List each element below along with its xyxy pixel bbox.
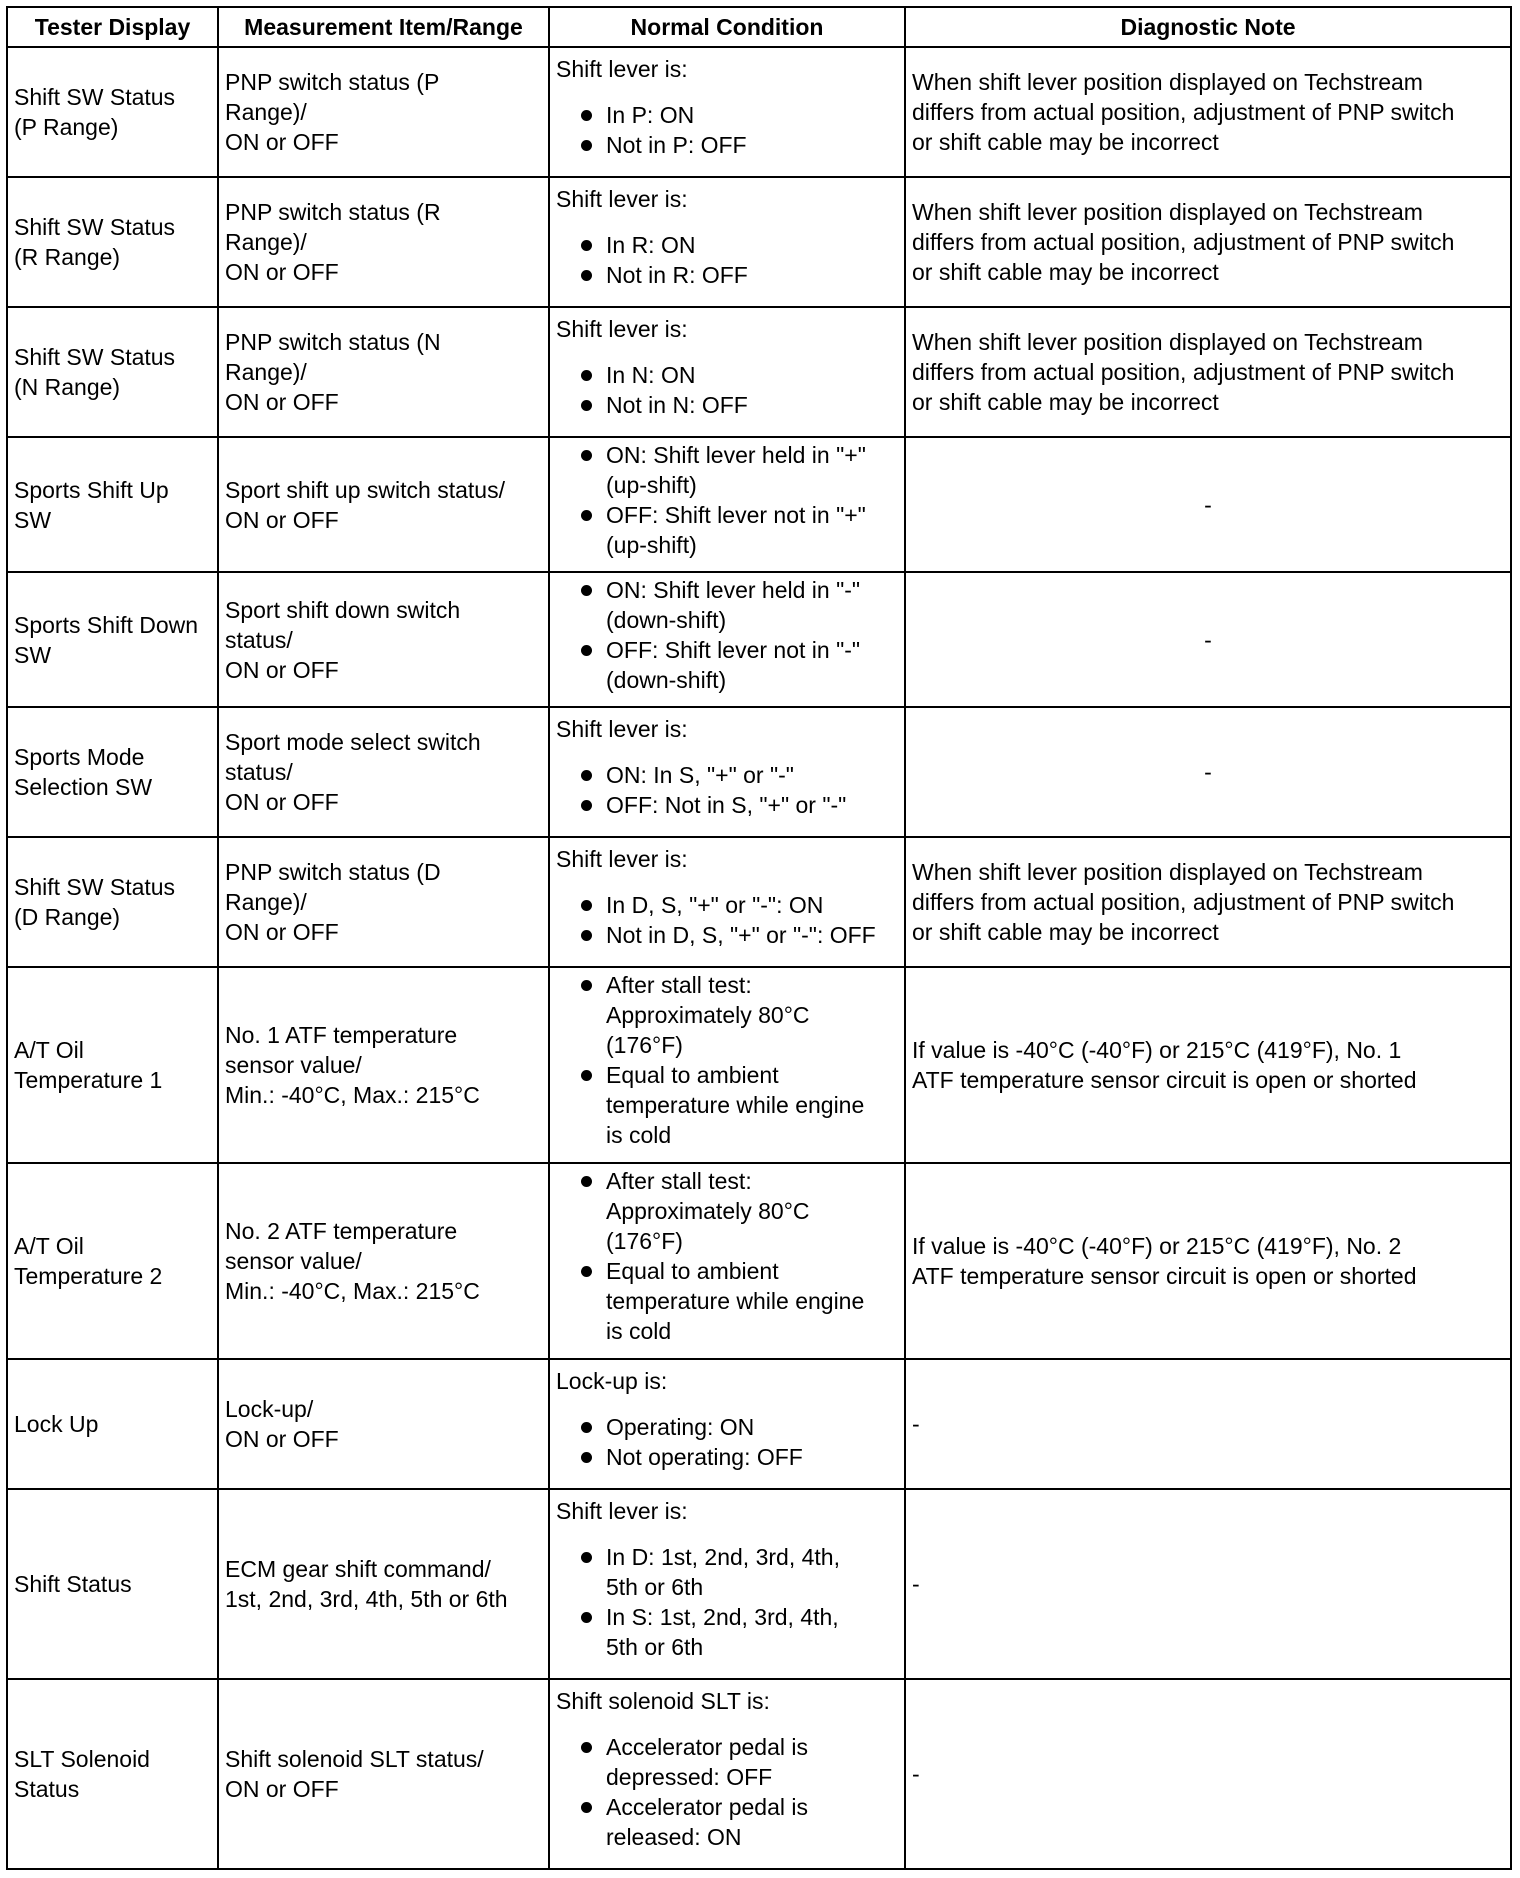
diagnostic-note-cell-line: - bbox=[912, 1571, 920, 1597]
condition-bullet-line: (down-shift) bbox=[606, 667, 727, 693]
measurement-cell bbox=[218, 967, 549, 1163]
normal-condition-cell bbox=[549, 437, 905, 572]
diagnostic-note-cell-line: differs from actual position, adjustment of PNP switch bbox=[912, 99, 1455, 125]
tester-display-cell-line: Selection SW bbox=[14, 774, 153, 800]
measurement-cell-line: Lock-up/ bbox=[225, 1396, 314, 1422]
data-list-table bbox=[6, 6, 1512, 1870]
diagnostic-note-cell bbox=[905, 437, 1511, 572]
measurement-cell bbox=[218, 1679, 549, 1869]
diagnostic-note-cell bbox=[905, 1489, 1511, 1679]
condition-bullet-line: temperature while engine bbox=[606, 1288, 865, 1314]
condition-bullet-item bbox=[556, 1256, 898, 1346]
measurement-cell-line: Sport shift down switch bbox=[225, 596, 461, 623]
tester-display-cell-line: (R Range) bbox=[14, 244, 121, 270]
condition-bullet-list bbox=[556, 440, 898, 560]
condition-bullet-list bbox=[556, 1732, 898, 1852]
diagnostic-note-cell bbox=[905, 177, 1511, 307]
table-row bbox=[7, 967, 1511, 1163]
tester-display-cell bbox=[7, 47, 218, 177]
diagnostic-note-cell-line: or shift cable may be incorrect bbox=[912, 129, 1219, 155]
data-list-sheet bbox=[6, 6, 1510, 1870]
diagnostic-note-cell bbox=[905, 1359, 1511, 1489]
normal-condition-cell bbox=[549, 572, 905, 707]
tester-display-cell-line: (N Range) bbox=[14, 374, 121, 400]
measurement-cell-line: ON or OFF bbox=[225, 919, 339, 945]
measurement-cell bbox=[218, 1359, 549, 1489]
table-body bbox=[7, 47, 1511, 1869]
tester-display-cell-line: Status bbox=[14, 1776, 80, 1802]
measurement-cell-line: Range)/ bbox=[225, 99, 307, 125]
condition-bullet-line: Not operating: OFF bbox=[606, 1444, 803, 1470]
diagnostic-note-cell bbox=[905, 707, 1511, 837]
condition-lead: Shift lever is: bbox=[556, 1498, 688, 1524]
condition-bullet-line: Equal to ambient bbox=[606, 1258, 779, 1284]
tester-display-cell bbox=[7, 837, 218, 967]
measurement-cell-line: No. 1 ATF temperature bbox=[225, 1022, 458, 1048]
condition-bullet-line: Approximately 80°C bbox=[606, 1002, 810, 1028]
condition-bullet-line: In P: ON bbox=[606, 102, 695, 128]
condition-lead: Shift solenoid SLT is: bbox=[556, 1688, 770, 1714]
condition-bullet-line: Operating: ON bbox=[606, 1414, 755, 1440]
condition-lead: Shift lever is: bbox=[556, 186, 688, 212]
measurement-cell-line: Sport shift up switch status/ bbox=[225, 476, 505, 503]
diagnostic-note-cell-line: or shift cable may be incorrect bbox=[912, 389, 1219, 415]
measurement-cell bbox=[218, 707, 549, 837]
diagnostic-note-cell-line: or shift cable may be incorrect bbox=[912, 919, 1219, 945]
condition-bullet-item bbox=[556, 390, 898, 420]
tester-display-cell-line: (D Range) bbox=[14, 904, 121, 930]
tester-display-cell-line: (P Range) bbox=[14, 114, 119, 140]
tester-display-cell bbox=[7, 307, 218, 437]
normal-condition-cell bbox=[549, 1359, 905, 1489]
table-row bbox=[7, 177, 1511, 307]
condition-bullet-line: is cold bbox=[606, 1122, 672, 1148]
diagnostic-note-cell-line: When shift lever position displayed on Techstream bbox=[912, 69, 1423, 95]
condition-bullet-list bbox=[556, 100, 898, 160]
diagnostic-note-cell bbox=[905, 967, 1511, 1163]
condition-bullet-line: OFF: Shift lever not in "+" bbox=[606, 502, 866, 528]
normal-condition-cell bbox=[549, 1679, 905, 1869]
measurement-cell bbox=[218, 1489, 549, 1679]
condition-bullet-item bbox=[556, 100, 898, 130]
condition-bullet-item bbox=[556, 1732, 898, 1792]
tester-display-cell-line: Temperature 1 bbox=[14, 1067, 163, 1093]
tester-display-cell bbox=[7, 707, 218, 837]
measurement-cell-line: 1st, 2nd, 3rd, 4th, 5th or 6th bbox=[225, 1586, 508, 1612]
condition-bullet-line: temperature while engine bbox=[606, 1092, 865, 1118]
measurement-cell-line: ON or OFF bbox=[225, 1776, 339, 1802]
diagnostic-note-cell-line: If value is -40°C (-40°F) or 215°C (419°F), No. 2 bbox=[912, 1233, 1402, 1259]
measurement-cell bbox=[218, 437, 549, 572]
normal-condition-cell bbox=[549, 177, 905, 307]
tester-display-cell bbox=[7, 967, 218, 1163]
measurement-cell-line: Min.: -40°C, Max.: 215°C bbox=[225, 1278, 480, 1304]
condition-bullet-item bbox=[556, 635, 898, 695]
diagnostic-note-cell-line: - bbox=[1204, 491, 1212, 518]
normal-condition-cell bbox=[549, 47, 905, 177]
condition-bullet-line: Approximately 80°C bbox=[606, 1198, 810, 1224]
table-row bbox=[7, 307, 1511, 437]
condition-bullet-line: (176°F) bbox=[606, 1032, 683, 1058]
condition-bullet-line: OFF: Not in S, "+" or "-" bbox=[606, 792, 847, 818]
diagnostic-note-cell bbox=[905, 47, 1511, 177]
diagnostic-note-cell-line: When shift lever position displayed on Techstream bbox=[912, 859, 1423, 885]
diagnostic-note-cell-line: ATF temperature sensor circuit is open or shorted bbox=[912, 1067, 1417, 1093]
condition-bullet-list bbox=[556, 890, 898, 950]
measurement-cell-line: ON or OFF bbox=[225, 259, 339, 285]
measurement-cell-line: ECM gear shift command/ bbox=[225, 1556, 491, 1582]
table-row bbox=[7, 1359, 1511, 1489]
condition-bullet-line: Equal to ambient bbox=[606, 1062, 779, 1088]
tester-display-cell-line: Sports Mode bbox=[14, 744, 145, 770]
diagnostic-note-cell-line: differs from actual position, adjustment of PNP switch bbox=[912, 889, 1455, 915]
measurement-cell-line: status/ bbox=[225, 626, 293, 653]
measurement-cell-line: status/ bbox=[225, 759, 293, 785]
measurement-cell-line: ON or OFF bbox=[225, 656, 339, 683]
diagnostic-note-cell-line: differs from actual position, adjustment of PNP switch bbox=[912, 359, 1455, 385]
tester-display-cell-line: Shift SW Status bbox=[14, 84, 176, 110]
condition-bullet-list bbox=[556, 230, 898, 290]
measurement-cell-line: PNP switch status (N bbox=[225, 329, 441, 355]
condition-bullet-line: (176°F) bbox=[606, 1228, 683, 1254]
condition-bullet-item bbox=[556, 1602, 898, 1662]
diagnostic-note-cell-line: - bbox=[1204, 759, 1212, 785]
condition-bullet-item bbox=[556, 1442, 898, 1472]
condition-bullet-line: (up-shift) bbox=[606, 472, 697, 498]
normal-condition-cell bbox=[549, 1489, 905, 1679]
condition-lead: Shift lever is: bbox=[556, 56, 688, 82]
condition-bullet-list bbox=[556, 970, 898, 1150]
condition-bullet-list bbox=[556, 1542, 898, 1662]
table-row bbox=[7, 707, 1511, 837]
measurement-cell-line: ON or OFF bbox=[225, 129, 339, 155]
diagnostic-note-cell-line: - bbox=[912, 1411, 920, 1437]
condition-bullet-line: In S: 1st, 2nd, 3rd, 4th, bbox=[606, 1604, 839, 1630]
header-measurement-item: Measurement Item/Range bbox=[218, 7, 549, 47]
measurement-cell bbox=[218, 1163, 549, 1359]
table-row bbox=[7, 437, 1511, 572]
tester-display-cell-line: A/T Oil bbox=[14, 1233, 84, 1259]
condition-bullet-line: Not in R: OFF bbox=[606, 262, 748, 288]
condition-bullet-line: In D: 1st, 2nd, 3rd, 4th, bbox=[606, 1544, 840, 1570]
diagnostic-note-cell-line: If value is -40°C (-40°F) or 215°C (419°F), No. 1 bbox=[912, 1037, 1402, 1063]
condition-bullet-line: Not in N: OFF bbox=[606, 392, 748, 418]
condition-bullet-item bbox=[556, 230, 898, 260]
condition-bullet-line: In R: ON bbox=[606, 232, 696, 258]
condition-bullet-item bbox=[556, 575, 898, 635]
measurement-cell-line: No. 2 ATF temperature bbox=[225, 1218, 458, 1244]
normal-condition-cell bbox=[549, 307, 905, 437]
measurement-cell-line: Min.: -40°C, Max.: 215°C bbox=[225, 1082, 480, 1108]
condition-bullet-item bbox=[556, 1412, 898, 1442]
measurement-cell bbox=[218, 837, 549, 967]
measurement-cell-line: Range)/ bbox=[225, 229, 307, 255]
condition-bullet-item bbox=[556, 920, 898, 950]
condition-bullet-line: After stall test: bbox=[606, 972, 752, 998]
condition-bullet-item bbox=[556, 890, 898, 920]
condition-bullet-line: is cold bbox=[606, 1318, 672, 1344]
condition-bullet-line: After stall test: bbox=[606, 1168, 752, 1194]
table-row bbox=[7, 837, 1511, 967]
condition-bullet-item bbox=[556, 440, 898, 500]
tester-display-cell-line: Lock Up bbox=[14, 1411, 99, 1437]
condition-bullet-item bbox=[556, 260, 898, 290]
condition-bullet-list bbox=[556, 360, 898, 420]
table-row bbox=[7, 47, 1511, 177]
condition-bullet-line: In D, S, "+" or "-": ON bbox=[606, 892, 824, 918]
measurement-cell-line: Sport mode select switch bbox=[225, 729, 481, 755]
diagnostic-note-cell bbox=[905, 572, 1511, 707]
table-row bbox=[7, 1163, 1511, 1359]
tester-display-cell-line: Sports Shift Down bbox=[14, 611, 199, 638]
tester-display-cell bbox=[7, 177, 218, 307]
header-tester-display: Tester Display bbox=[7, 7, 218, 47]
tester-display-cell-line: SW bbox=[14, 641, 52, 668]
tester-display-cell-line: SW bbox=[14, 506, 52, 533]
tester-display-cell bbox=[7, 1489, 218, 1679]
condition-lead: Shift lever is: bbox=[556, 316, 688, 342]
diagnostic-note-cell bbox=[905, 837, 1511, 967]
tester-display-cell bbox=[7, 437, 218, 572]
measurement-cell bbox=[218, 307, 549, 437]
condition-bullet-item bbox=[556, 1166, 898, 1256]
condition-bullet-line: Accelerator pedal is bbox=[606, 1794, 808, 1820]
tester-display-cell-line: SLT Solenoid bbox=[14, 1746, 150, 1772]
header-row bbox=[7, 7, 1511, 47]
diagnostic-note-cell bbox=[905, 307, 1511, 437]
measurement-cell-line: ON or OFF bbox=[225, 1426, 339, 1452]
diagnostic-note-cell-line: or shift cable may be incorrect bbox=[912, 259, 1219, 285]
tester-display-cell bbox=[7, 1163, 218, 1359]
normal-condition-cell bbox=[549, 837, 905, 967]
condition-bullet-list bbox=[556, 1166, 898, 1346]
measurement-cell-line: sensor value/ bbox=[225, 1052, 362, 1078]
diagnostic-note-cell bbox=[905, 1679, 1511, 1869]
diagnostic-note-cell-line: - bbox=[912, 1761, 920, 1787]
tester-display-cell-line: Shift SW Status bbox=[14, 874, 176, 900]
normal-condition-cell bbox=[549, 1163, 905, 1359]
diagnostic-note-cell-line: ATF temperature sensor circuit is open or shorted bbox=[912, 1263, 1417, 1289]
table-row bbox=[7, 572, 1511, 707]
condition-bullet-line: ON: Shift lever held in "-" bbox=[606, 577, 861, 603]
measurement-cell-line: Shift solenoid SLT status/ bbox=[225, 1746, 484, 1772]
condition-bullet-line: (up-shift) bbox=[606, 532, 697, 558]
condition-lead: Shift lever is: bbox=[556, 716, 688, 742]
condition-bullet-line: Not in P: OFF bbox=[606, 132, 747, 158]
condition-bullet-item bbox=[556, 130, 898, 160]
normal-condition-cell bbox=[549, 967, 905, 1163]
header-diagnostic-note: Diagnostic Note bbox=[905, 7, 1511, 47]
header-normal-condition: Normal Condition bbox=[549, 7, 905, 47]
measurement-cell bbox=[218, 572, 549, 707]
condition-bullet-line: released: ON bbox=[606, 1824, 742, 1850]
tester-display-cell-line: Shift SW Status bbox=[14, 344, 176, 370]
condition-bullet-item bbox=[556, 1060, 898, 1150]
tester-display-cell-line: Temperature 2 bbox=[14, 1263, 163, 1289]
measurement-cell-line: ON or OFF bbox=[225, 506, 339, 533]
condition-bullet-line: 5th or 6th bbox=[606, 1634, 704, 1660]
condition-bullet-line: ON: In S, "+" or "-" bbox=[606, 762, 794, 788]
condition-bullet-line: Accelerator pedal is bbox=[606, 1734, 808, 1760]
condition-bullet-line: In N: ON bbox=[606, 362, 696, 388]
condition-bullet-line: 5th or 6th bbox=[606, 1574, 704, 1600]
measurement-cell bbox=[218, 177, 549, 307]
measurement-cell-line: PNP switch status (P bbox=[225, 69, 440, 95]
tester-display-cell-line: Sports Shift Up bbox=[14, 476, 169, 503]
tester-display-cell bbox=[7, 572, 218, 707]
condition-bullet-line: depressed: OFF bbox=[606, 1764, 773, 1790]
condition-bullet-item bbox=[556, 760, 898, 790]
condition-bullet-item bbox=[556, 500, 898, 560]
measurement-cell-line: PNP switch status (D bbox=[225, 859, 441, 885]
table-row bbox=[7, 1489, 1511, 1679]
condition-lead: Shift lever is: bbox=[556, 846, 688, 872]
condition-bullet-item bbox=[556, 360, 898, 390]
condition-bullet-line: Not in D, S, "+" or "-": OFF bbox=[606, 922, 876, 948]
condition-bullet-item bbox=[556, 1542, 898, 1602]
condition-bullet-line: ON: Shift lever held in "+" bbox=[606, 442, 866, 468]
diagnostic-note-cell bbox=[905, 1163, 1511, 1359]
tester-display-cell-line: A/T Oil bbox=[14, 1037, 84, 1063]
tester-display-cell-line: Shift Status bbox=[14, 1571, 132, 1597]
tester-display-cell bbox=[7, 1359, 218, 1489]
measurement-cell-line: Range)/ bbox=[225, 359, 307, 385]
tester-display-cell-line: Shift SW Status bbox=[14, 214, 176, 240]
measurement-cell-line: sensor value/ bbox=[225, 1248, 362, 1274]
diagnostic-note-cell-line: When shift lever position displayed on Techstream bbox=[912, 199, 1423, 225]
measurement-cell-line: ON or OFF bbox=[225, 789, 339, 815]
condition-bullet-list bbox=[556, 575, 898, 695]
condition-bullet-item bbox=[556, 790, 898, 820]
measurement-cell-line: PNP switch status (R bbox=[225, 199, 441, 225]
measurement-cell-line: ON or OFF bbox=[225, 389, 339, 415]
condition-bullet-list bbox=[556, 760, 898, 820]
condition-bullet-list bbox=[556, 1412, 898, 1472]
condition-lead: Lock-up is: bbox=[556, 1368, 668, 1394]
diagnostic-note-cell-line: - bbox=[1204, 626, 1212, 653]
condition-bullet-line: (down-shift) bbox=[606, 607, 727, 633]
measurement-cell bbox=[218, 47, 549, 177]
condition-bullet-line: OFF: Shift lever not in "-" bbox=[606, 637, 861, 663]
normal-condition-cell bbox=[549, 707, 905, 837]
measurement-cell-line: Range)/ bbox=[225, 889, 307, 915]
table-row bbox=[7, 1679, 1511, 1869]
condition-bullet-item bbox=[556, 1792, 898, 1852]
tester-display-cell bbox=[7, 1679, 218, 1869]
diagnostic-note-cell-line: differs from actual position, adjustment of PNP switch bbox=[912, 229, 1455, 255]
diagnostic-note-cell-line: When shift lever position displayed on Techstream bbox=[912, 329, 1423, 355]
condition-bullet-item bbox=[556, 970, 898, 1060]
